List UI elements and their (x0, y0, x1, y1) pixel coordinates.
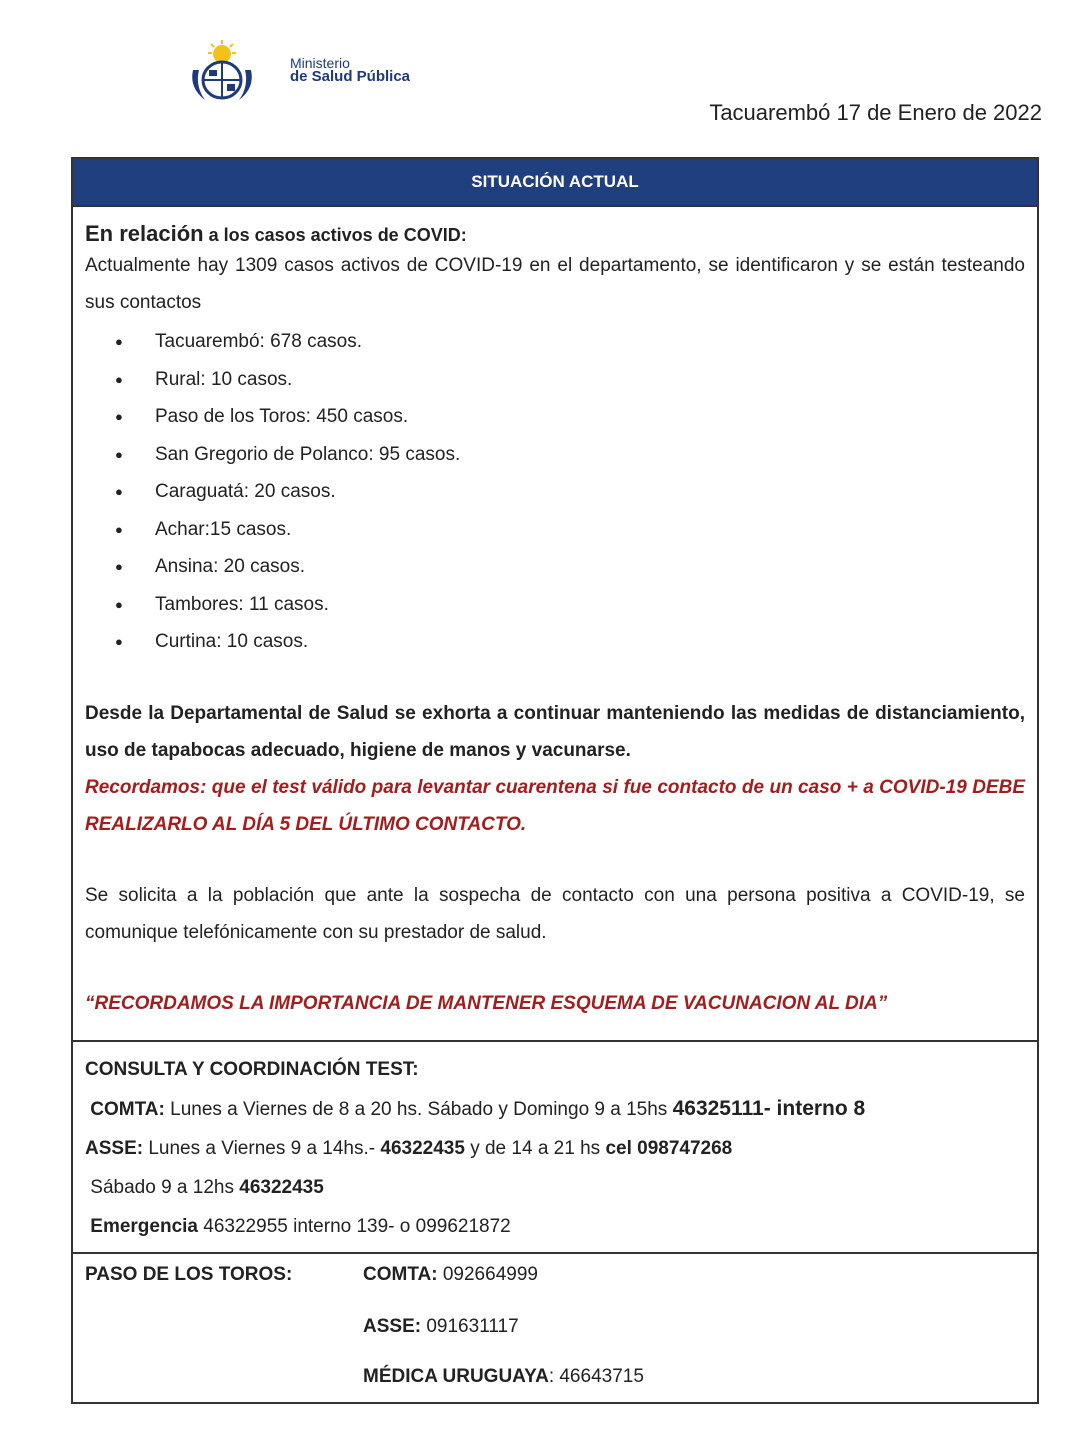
covid-heading: En relación a los casos activos de COVID: (85, 221, 467, 246)
ministry-line2: de Salud Pública (290, 68, 411, 85)
cases-list (85, 323, 1025, 661)
paso-comta: COMTA: 092664999 (363, 1264, 538, 1285)
vaccine-reminder: “RECORDAMOS LA IMPORTANCIA DE MANTENER ESQUEMA DE VACUNACION AL DIA” (85, 992, 888, 1014)
ministry-line1: Ministerio (290, 55, 350, 71)
list-item: ● Paso de los Toros: 450 casos. (115, 398, 1025, 436)
list-item: ● Tacuarembó: 678 casos. (115, 323, 1025, 361)
document-date: Tacuarembó 17 de Enero de 2022 (709, 100, 1042, 125)
list-item: ● Ansina: 20 casos. (115, 548, 1025, 586)
paso-section (73, 1254, 1037, 1402)
intro-text: Actualmente hay 1309 casos activos de COVID-19 en el departamento, se identificaron y se están testeando sus contactos (85, 255, 1025, 313)
reminder-text: Recordamos: que el test válido para levantar cuarentena si fue contacto de un caso + a COVID-19 DEBE REALIZARLO AL DÍA 5 DEL ÚLTIMO CONTACTO. (85, 776, 1025, 835)
list-item: ● Curtina: 10 casos. (115, 623, 1025, 661)
situation-box (71, 157, 1039, 1404)
paso-asse: ASSE: 091631117 (363, 1316, 519, 1337)
emergency-line: Emergencia 46322955 interno 139- o 099621872 (90, 1216, 511, 1237)
list-item: ● Rural: 10 casos. (115, 361, 1025, 399)
asse-line: ASSE: Lunes a Viernes 9 a 14hs.- 46322435 y de 14 a 21 hs cel 098747268 (85, 1138, 733, 1159)
list-item: ● Tambores: 11 casos. (115, 586, 1025, 624)
request-text: Se solicita a la población que ante la sospecha de contacto con una persona positiva a COVID-19, se comunique telefónicamente con su prestador de salud. (85, 884, 1025, 943)
consult-section (73, 1042, 1037, 1254)
list-item: ● Achar:15 casos. (115, 511, 1025, 549)
list-item: ● Caraguatá: 20 casos. (115, 473, 1025, 511)
uruguay-coat-of-arms-logo (185, 40, 259, 106)
paso-label: PASO DE LOS TOROS: (85, 1264, 293, 1285)
saturday-line: Sábado 9 a 12hs 46322435 (90, 1177, 324, 1198)
comta-line: COMTA: Lunes a Viernes de 8 a 20 hs. Sábado y Domingo 9 a 15hs 46325111- interno 8 (90, 1097, 866, 1120)
situation-title: SITUACIÓN ACTUAL (73, 159, 1037, 207)
situation-section (73, 207, 1037, 1042)
ministry-name (290, 56, 410, 84)
list-item: ● San Gregorio de Polanco: 95 casos. (115, 436, 1025, 474)
paso-medica: MÉDICA URUGUAYA: 46643715 (363, 1366, 644, 1387)
exhort-text: Desde la Departamental de Salud se exhorta a continuar manteniendo las medidas de distanciamiento, uso de tapabocas adecuado, higiene de manos y vacunarse. (85, 702, 1025, 761)
consult-title: CONSULTA Y COORDINACIÓN TEST: (85, 1059, 419, 1080)
